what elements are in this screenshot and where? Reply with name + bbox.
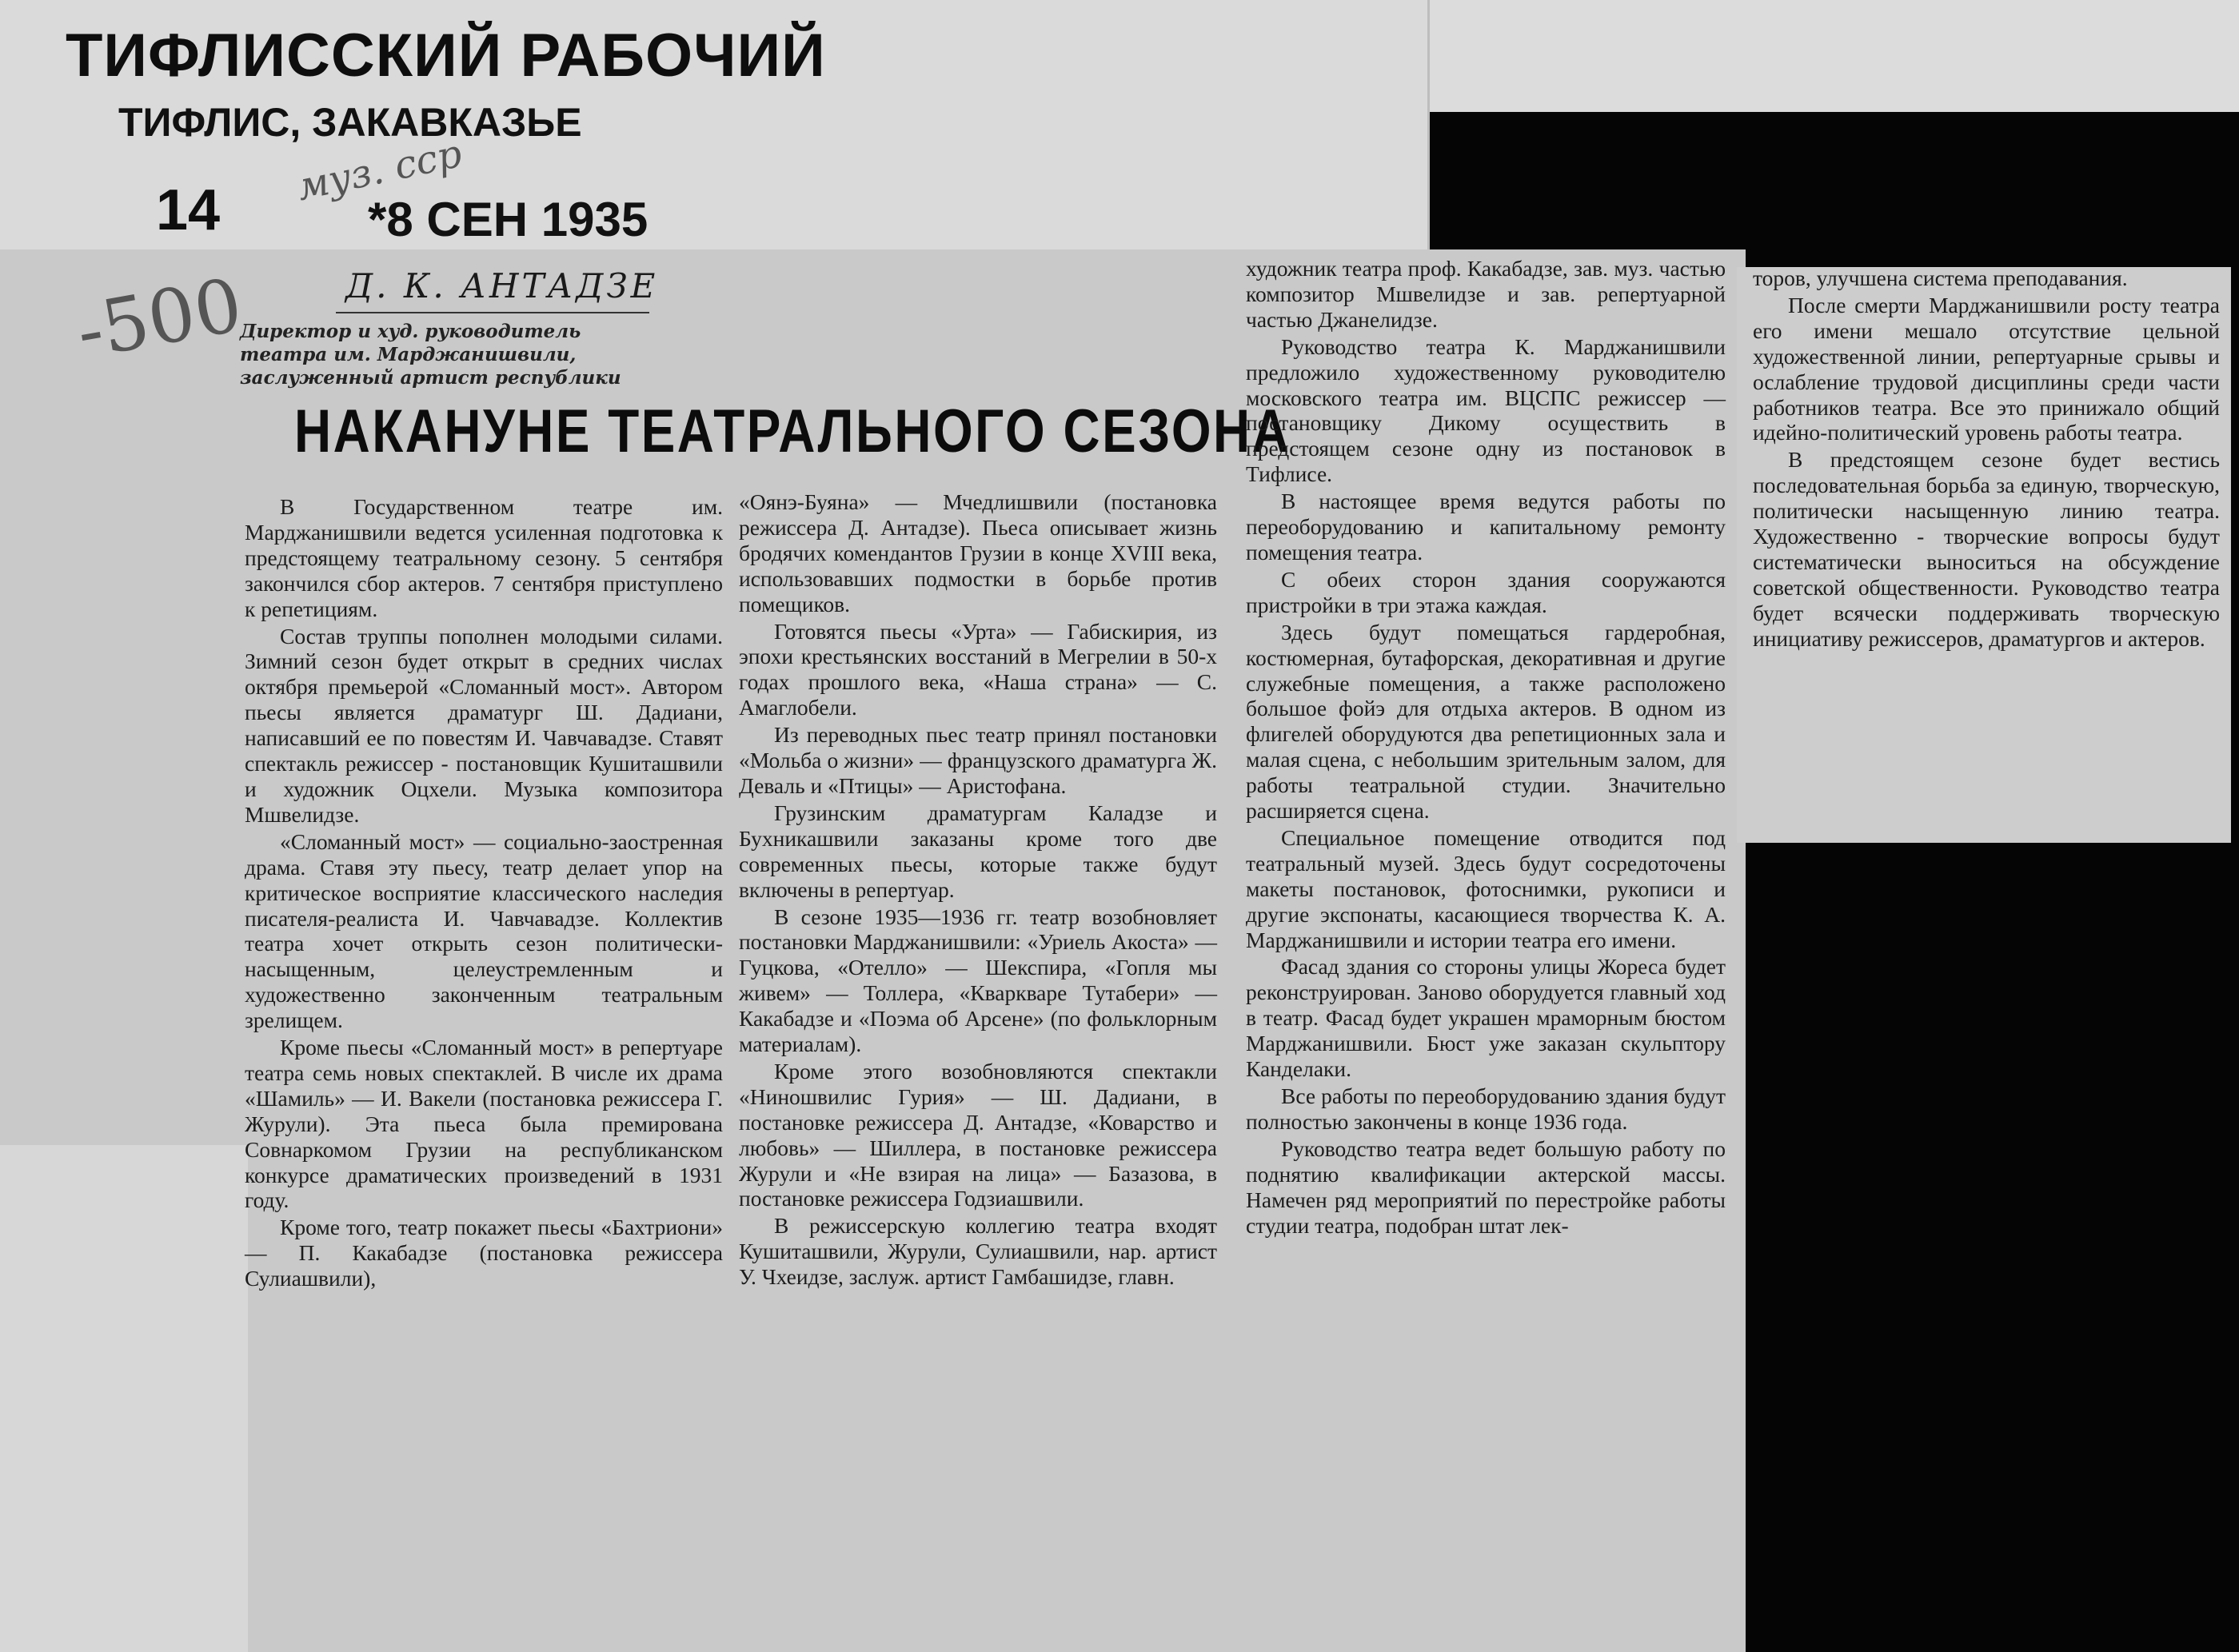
faded-paper-area xyxy=(0,1145,248,1652)
paragraph: В сезоне 1935—1936 гг. театр возобновляет постановки Марджанишвили: «Уриель Акоста» — Гуцкова, «Отелло» — Шекспира, «Гопля мы живем» — Толлера, «Кваркваре Тутабери» — Какабадзе и «Поэма об Арсене» (по фольклорным материалам). xyxy=(739,904,1217,1057)
paragraph: Руководство театра ведет большую работу по поднятию квалификации актерской массы. Намечен ряд мероприятий по перестройке работы студии театра, подобран штат лек- xyxy=(1246,1135,1726,1238)
handwritten-margin-number: -500 xyxy=(70,261,249,376)
newspaper-title: ТИФЛИССКИЙ РАБОЧИЙ xyxy=(66,22,826,90)
paragraph: Фасад здания со стороны улицы Жореса будет реконструирован. Заново оборудуется главный ход в театр. Фасад будет украшен мраморным бюстом Марджанишвили. Бюст уже заказан скульптору Канделаки. xyxy=(1246,954,1726,1082)
paragraph: В Государственном театре им. Марджанишвили ведется усиленная подготовка к предстоящему театральному сезону. 5 сентября закончился сбор актеров. 7 сентября приступлено к репетициям. xyxy=(245,494,723,621)
paragraph: Кроме этого возобновляются спектакли «Ниношвилис Гурия» — Ш. Дадиани, в постановке режиссера Д. Антадзе, «Коварство и любовь» — Шиллера, в постановке режиссера Журули и «Не взирая на лица» — Базазова, в постановке режиссера Годзиашвили. xyxy=(739,1058,1217,1211)
date-stamp: *8 СЕН 1935 xyxy=(368,193,649,246)
handwritten-note: муз. сср xyxy=(293,130,466,210)
paragraph: Готовятся пьесы «Урта» — Габискирия, из эпохи крестьянских восстаний в Мегрелии в 50-х годах прошлого века, «Наша страна» — С. Амаглобели. xyxy=(739,618,1217,720)
paragraph: Все работы по переоборудованию здания будут полностью закончены в конце 1936 года. xyxy=(1246,1083,1726,1134)
paragraph: Грузинским драматургам Каладзе и Бухникашвили заказаны кроме того две современных пьесы, которые также будут включены в репертуар. xyxy=(739,800,1217,902)
article-byline: Д. К. АНТАДЗЕ xyxy=(345,266,659,305)
issue-number: 14 xyxy=(156,178,221,242)
article-column-1 xyxy=(245,494,723,1293)
paragraph: Специальное помещение отводится под театральный музей. Здесь будут сосредоточены макеты постановок, фотоснимки, рукописи и другие экспонаты, касающиеся творчества К. А. Марджанишвили и истории театра его имени. xyxy=(1246,824,1726,952)
paragraph: Состав труппы пополнен молодыми силами. Зимний сезон будет открыт в средних числах октября премьерой «Сломанный мост». Автором пьесы является драматург Ш. Дадиани, написавший ее по повестям И. Чавчавадзе. Ставят спектакль режиссер - постановщик Кушиташвили и художник Оцхели. Музыка композитора Мшвелидзе. xyxy=(245,623,723,827)
paragraph: Из переводных пьес театр принял постановки «Мольба о жизни» — французского драматурга Ж. Деваль и «Птицы» — Аристофана. xyxy=(739,722,1217,798)
paragraph: «Оянэ-Буяна» — Мчедлишвили (постановка режиссера Д. Антадзе). Пьеса описывает жизнь бродячих комендантов Грузии в конце XVIII века, использовавших подмостки в борьбе против помещиков. xyxy=(739,489,1217,617)
light-paper-strip xyxy=(1427,0,2239,112)
paragraph: После смерти Марджанишвили росту театра его имени мешало отсутствие цельной художественной линии, репертуарные срывы и ослабление трудовой дисциплины среди части работников театра. Все это принижало общий идейно-политический уровень работы театра. xyxy=(1753,292,2220,445)
newspaper-masthead-clipping xyxy=(0,0,1430,257)
paragraph: Кроме пьесы «Сломанный мост» в репертуаре театра семь новых спектаклей. В числе их драма «Шамиль» — И. Вакели (постановка режиссера Г. Журули). Эта пьеса была премирована Совнаркомом Грузии на республиканском конкурсе драматических произведений в 1931 году. xyxy=(245,1035,723,1213)
newspaper-place: ТИФЛИС, ЗАКАВКАЗЬЕ xyxy=(118,100,582,145)
article-column-2 xyxy=(739,489,1217,1291)
author-info: Директор и худ. руководитель театра им. Марджанишвили, заслуженный артист республики xyxy=(240,321,621,389)
paragraph: художник театра проф. Какабадзе, зав. муз. частью композитор Мшвелидзе и зав. репертуарной частью Джанелидзе. xyxy=(1246,256,1726,332)
paragraph: В режиссерскую коллегию театра входят Кушиташвили, Журули, Сулиашвили, нар. артист У. Чхеидзе, заслуж. артист Гамбашидзе, главн. xyxy=(739,1213,1217,1290)
paragraph: Кроме того, театр покажет пьесы «Бахтриони» — П. Какабадзе (постановка режиссера Сулиашвили), xyxy=(245,1215,723,1291)
article-column-3 xyxy=(1246,256,1726,1239)
article-headline: НАКАНУНЕ ТЕАТРАЛЬНОГО СЕЗОНА xyxy=(294,397,1291,465)
paragraph: Руководство театра К. Марджанишвили предложило художественному руководителю московского театра им. ВЦСПС режиссер — постановщику Дикому осуществить в предстоящем сезоне одну из постановок в Тифлисе. xyxy=(1246,333,1726,487)
paragraph: В предстоящем сезоне будет вестись последовательная борьба за единую, творческую, политически насыщенную линию театра. Художественно - творческие вопросы будут систематически выноситься на обсуждение советской общественности. Руководство театра будет всячески поддерживать творческую инициативу режиссеров, драматургов и актеров. xyxy=(1753,447,2220,651)
paragraph: Здесь будут помещаться гардеробная, костюмерная, бутафорская, декоративная и другие служебные помещения, а также расположено большое фойэ для отдыха актеров. В одном из флигелей оборудуются два репетиционных зала и малая сцена, с небольшим зрительным залом, для работы театральной студии. Значительно расширяется сцена. xyxy=(1246,619,1726,824)
paragraph: С обеих сторон здания сооружаются пристройки в три этажа каждая. xyxy=(1246,566,1726,617)
paragraph: «Сломанный мост» — социально-заостренная драма. Ставя эту пьесу, театр делает упор на критическое восприятие классического наследия писателя-реалиста И. Чавчавадзе. Коллектив театра хочет открыть сезон политически-насыщенным, целеустремленным и художественно законченным театральным зрелищем. xyxy=(245,828,723,1033)
paragraph: торов, улучшена система преподавания. xyxy=(1753,265,2128,290)
byline-underline xyxy=(336,312,649,313)
paragraph: В настоящее время ведутся работы по переоборудованию и капитальному ремонту помещения театра. xyxy=(1246,489,1726,565)
article-column-4 xyxy=(1753,265,2220,653)
